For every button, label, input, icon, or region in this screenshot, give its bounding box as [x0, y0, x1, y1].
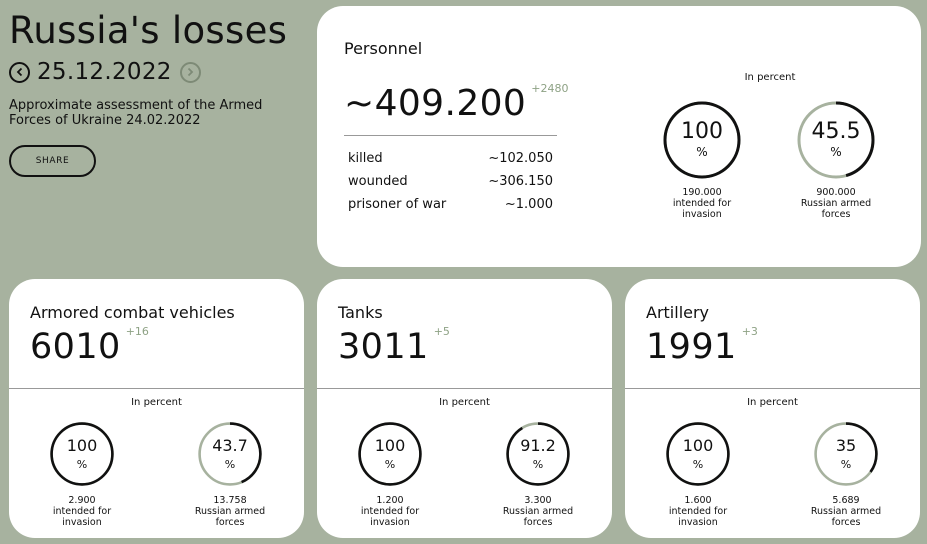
ring-caption-line: forces [215, 517, 245, 528]
ring-value: 45.5 [811, 119, 861, 144]
ring-count: 900.000 [816, 187, 856, 198]
ring-caption-line: intended for [672, 198, 732, 209]
ring-caption-line: intended for [52, 506, 112, 517]
breakdown-row [348, 151, 553, 174]
ring-caption [781, 187, 891, 220]
ring-caption-line: intended for [360, 506, 420, 517]
breakdown-value: ~1.000 [504, 197, 553, 212]
total-row [344, 82, 568, 126]
ring-caption-line: intended for [668, 506, 728, 517]
ring-percent-sign: % [384, 458, 396, 471]
delta-value: +3 [741, 325, 758, 338]
percent-ring [813, 421, 879, 487]
ring-percent-sign: % [76, 458, 88, 471]
ring-caption [483, 495, 593, 528]
in-percent-label: In percent [744, 72, 796, 83]
ring-value: 100 [374, 436, 406, 455]
divider [344, 135, 557, 136]
ring-value: 100 [66, 436, 98, 455]
card-title: Personnel [344, 39, 423, 58]
ring-caption-line: forces [831, 517, 861, 528]
chevron-right-icon [185, 67, 195, 77]
artillery-card [625, 279, 920, 538]
ring-percent-sign: % [692, 458, 704, 471]
in-percent-label: In percent [131, 397, 182, 408]
in-percent-label: In percent [439, 397, 490, 408]
total-value: ~409.200 [344, 83, 527, 124]
percent-ring [197, 421, 263, 487]
ring-value: 100 [682, 436, 714, 455]
page-title: Russia's losses [9, 9, 288, 52]
ring-count: 1.600 [684, 495, 712, 506]
total-row [646, 325, 758, 369]
ring-percent-sign: % [840, 458, 852, 471]
in-percent-label: In percent [747, 397, 798, 408]
percent-ring [357, 421, 423, 487]
chevron-left-icon [15, 67, 25, 77]
ring-caption [175, 495, 285, 528]
breakdown-value: ~306.150 [488, 174, 553, 189]
delta-value: +2480 [531, 82, 569, 95]
percent-ring [505, 421, 571, 487]
ring-caption [335, 495, 445, 528]
card-title: Armored combat vehicles [30, 303, 235, 322]
breakdown-row [348, 174, 553, 197]
ring-percent-sign: % [224, 458, 236, 471]
divider [9, 388, 304, 389]
ring-caption-line: forces [523, 517, 553, 528]
ring-count: 190.000 [682, 187, 722, 198]
breakdown-label: killed [348, 151, 383, 166]
header [9, 8, 309, 177]
total-value: 1991 [646, 327, 737, 367]
percent-ring [662, 100, 742, 180]
ring-caption [27, 495, 137, 528]
subtitle: Approximate assessment of the Armed Forces of Ukraine 24.02.2022 [9, 98, 263, 128]
ring-percent-sign: % [532, 458, 544, 471]
card-title: Tanks [338, 303, 383, 322]
ring-count: 13.758 [213, 495, 247, 506]
ring-caption-line: invasion [370, 517, 410, 528]
personnel-card [317, 6, 921, 267]
ring-caption-line: invasion [62, 517, 102, 528]
ring-caption-line: Russian armed [800, 198, 872, 209]
next-date-button[interactable] [180, 62, 201, 83]
percent-ring [665, 421, 731, 487]
ring-caption-line: invasion [682, 209, 722, 220]
armored-vehicles-card [9, 279, 304, 538]
ring-value: 100 [681, 119, 723, 144]
breakdown-label: wounded [348, 174, 408, 189]
ring-caption-line: Russian armed [194, 506, 266, 517]
previous-date-button[interactable] [9, 62, 30, 83]
ring-value: 35 [835, 436, 857, 455]
ring-percent-sign: % [830, 145, 842, 159]
percent-ring [796, 100, 876, 180]
ring-value: 43.7 [212, 436, 248, 455]
ring-count: 1.200 [376, 495, 404, 506]
tanks-card [317, 279, 612, 538]
breakdown-row [348, 197, 553, 220]
date-navigator [9, 56, 309, 88]
ring-caption-line: invasion [678, 517, 718, 528]
total-row [338, 325, 450, 369]
divider [625, 388, 920, 389]
ring-caption-line: Russian armed [502, 506, 574, 517]
delta-value: +5 [433, 325, 450, 338]
breakdown-list [348, 151, 553, 220]
divider [317, 388, 612, 389]
ring-count: 2.900 [68, 495, 96, 506]
breakdown-label: prisoner of war [348, 197, 447, 212]
share-button[interactable]: SHARE [9, 145, 96, 177]
ring-percent-sign: % [696, 145, 708, 159]
ring-caption [647, 187, 757, 220]
ring-caption-line: Russian armed [810, 506, 882, 517]
ring-count: 3.300 [524, 495, 552, 506]
total-value: 3011 [338, 327, 429, 367]
percent-ring [49, 421, 115, 487]
total-value: 6010 [30, 327, 121, 367]
ring-caption-line: forces [821, 209, 851, 220]
ring-value: 91.2 [520, 436, 556, 455]
ring-caption [643, 495, 753, 528]
ring-caption [791, 495, 901, 528]
ring-count: 5.689 [832, 495, 860, 506]
total-row [30, 325, 149, 369]
card-title: Artillery [646, 303, 710, 322]
delta-value: +16 [125, 325, 149, 338]
breakdown-value: ~102.050 [488, 151, 553, 166]
current-date: 25.12.2022 [37, 59, 172, 85]
